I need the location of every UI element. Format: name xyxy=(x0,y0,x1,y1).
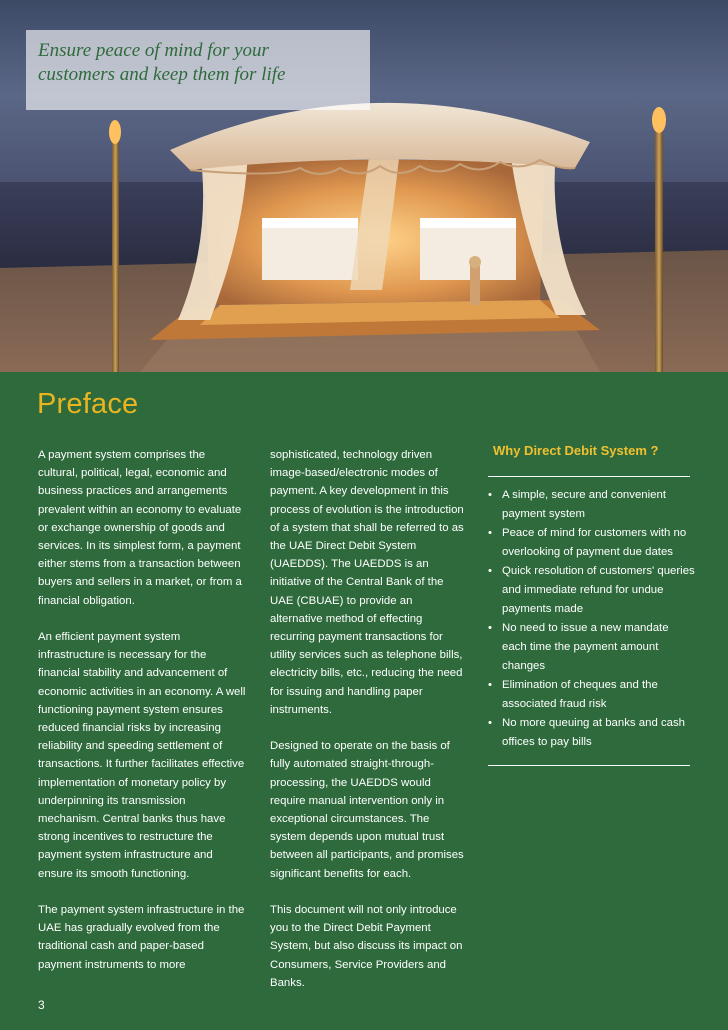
sidebar-divider-top xyxy=(488,476,690,477)
body-column-1 xyxy=(38,446,248,992)
why-direct-debit-sidebar xyxy=(474,440,696,748)
paragraph-document-scope: This document will not only introduce you to the Direct Debit Payment System, but also discuss its impact on Consumers, Service Providers and Banks. xyxy=(270,904,463,989)
tagline-line-1: Ensure peace of mind for your xyxy=(38,40,269,61)
benefits-list xyxy=(474,486,696,752)
bullet-icon: • xyxy=(488,717,492,729)
list-item-text: Elimination of cheques and the associated fraud risk xyxy=(502,679,658,710)
list-item xyxy=(474,486,696,524)
bullet-icon: • xyxy=(488,565,492,577)
hero-tagline xyxy=(26,30,370,110)
page-number: 3 xyxy=(38,998,45,1012)
preface-heading: Preface xyxy=(37,388,139,420)
list-item xyxy=(474,619,696,676)
list-item xyxy=(474,562,696,619)
paragraph-stp-design: Designed to operate on the basis of fully automated straight-through-processing, the UAEDDS would require manual intervention only in exceptional circumstances. The system depends upon mutual trust between all participants, and promises significant benefits for each. xyxy=(270,740,464,880)
hero-photo xyxy=(0,0,728,372)
bullet-icon: • xyxy=(488,622,492,634)
list-item-text: No need to issue a new mandate each time the payment amount changes xyxy=(502,622,669,672)
tagline-line-2: customers and keep them for life xyxy=(38,64,286,85)
paragraph-efficient-infrastructure: An efficient payment system infrastructure is necessary for the financial stability and advancement of economic activities in an economy. A well functioning payment system ensures reduced financial risks by increasing reliability and speeding settlement of transactions. It further facilitates effective implementation of monetary policy by underpinning its transmission mechanism. Central banks thus have strong incentives to restructure the payment system infrastructure and ensure its smooth functioning. xyxy=(38,631,246,880)
bullet-icon: • xyxy=(488,527,492,539)
list-item xyxy=(474,714,696,752)
paragraph-uae-evolution: The payment system infrastructure in the UAE has gradually evolved from the traditional cash and paper-based payment instruments to more xyxy=(38,904,245,971)
body-column-2 xyxy=(270,446,466,1010)
paragraph-uaedds-intro: sophisticated, technology driven image-based/electronic modes of payment. A key development in this process of evolution is the introduction of a system that shall be referred to as the UAE Direct Debit System (UAEDDS). The UAEDDS is an initiative of the Central Bank of the UAE (CBUAE) to provide an alternative method of effecting recurring payment transactions for utility services such as telephone bills, electricity bills, etc., reducing the need for issuing and handling paper instruments. xyxy=(270,449,464,716)
list-item xyxy=(474,524,696,562)
list-item-text: Peace of mind for customers with no overlooking of payment due dates xyxy=(502,527,687,558)
bullet-icon: • xyxy=(488,679,492,691)
sidebar-divider-bottom xyxy=(488,765,690,766)
sidebar-title: Why Direct Debit System ? xyxy=(493,443,659,458)
bullet-icon: • xyxy=(488,489,492,501)
list-item xyxy=(474,676,696,714)
list-item-text: A simple, secure and convenient payment system xyxy=(502,489,666,520)
paragraph-payment-system: A payment system comprises the cultural, political, legal, economic and business practices and arrangements prevalent within an economy to evaluate or exchange ownership of goods and services. In its simplest form, a payment either stems from a transaction between buyers and sellers in a market, or from a financial obligation. xyxy=(38,449,242,607)
list-item-text: No more queuing at banks and cash offices to pay bills xyxy=(502,717,686,748)
list-item-text: Quick resolution of customers' queries and immediate refund for undue payments made xyxy=(502,565,695,615)
